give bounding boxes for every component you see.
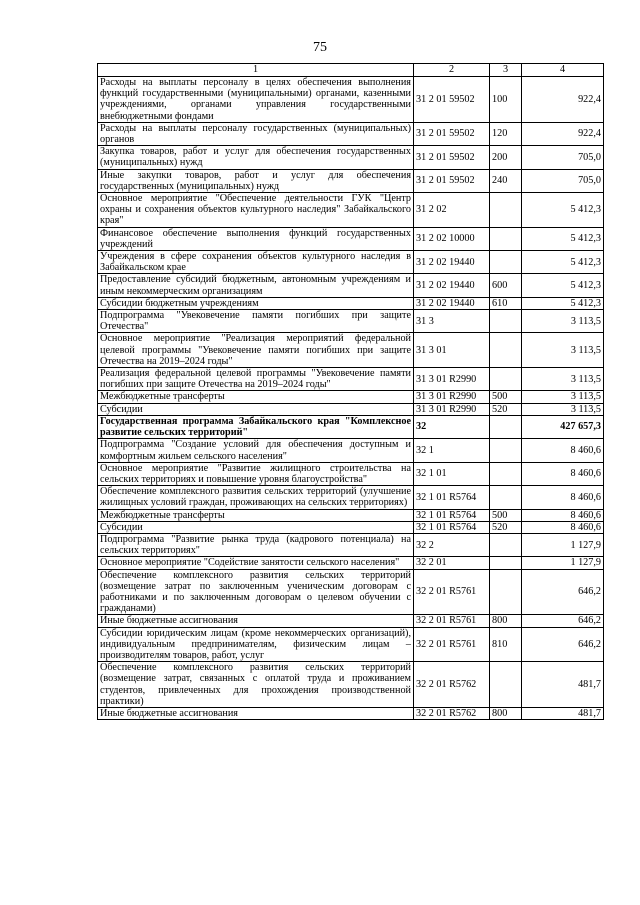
row-sum: 705,0: [522, 169, 604, 192]
row-name: Субсидии бюджетным учреждениям: [98, 297, 414, 309]
table-row: [98, 391, 604, 403]
row-sum: 646,2: [522, 569, 604, 615]
column-header-sum: 4: [522, 64, 604, 77]
row-name: Основное мероприятие "Реализация мероприятий федеральной целевой программы "Увековечение памяти погибших при защите Отечества на 2019–2024 годы": [98, 333, 414, 368]
row-kind: [490, 569, 522, 615]
row-sum: 3 113,5: [522, 310, 604, 333]
row-code: 32 2 01 R5761: [414, 627, 490, 662]
table-row: [98, 368, 604, 391]
row-sum: 481,7: [522, 707, 604, 719]
row-sum: 5 412,3: [522, 274, 604, 297]
row-name: Финансовое обеспечение выполнения функций государственных учреждений: [98, 227, 414, 250]
row-sum: 5 412,3: [522, 297, 604, 309]
row-name: Межбюджетные трансферты: [98, 391, 414, 403]
budget-table: [97, 63, 604, 720]
row-kind: [490, 227, 522, 250]
row-sum: 5 412,3: [522, 251, 604, 274]
row-code: 31 3 01: [414, 333, 490, 368]
row-sum: 3 113,5: [522, 403, 604, 415]
row-sum: 705,0: [522, 146, 604, 169]
row-code: 31 2 02 19440: [414, 251, 490, 274]
row-name: Субсидии юридическим лицам (кроме некоммерческих организаций), индивидуальным предпринимателям, физическим лицам – производителям товаров, работ, услуг: [98, 627, 414, 662]
row-code: 31 3 01 R2990: [414, 403, 490, 415]
row-code: 32 2 01 R5762: [414, 662, 490, 708]
row-sum: 481,7: [522, 662, 604, 708]
row-kind: 500: [490, 509, 522, 521]
row-code: 31 2 01 59502: [414, 77, 490, 123]
row-kind: [490, 462, 522, 485]
row-code: 31 2 02 19440: [414, 297, 490, 309]
row-kind: 120: [490, 122, 522, 145]
row-name: Государственная программа Забайкальского края "Комплексное развитие сельских территорий": [98, 415, 414, 438]
row-sum: 5 412,3: [522, 227, 604, 250]
row-code: 32 2 01 R5762: [414, 707, 490, 719]
row-name: Обеспечение комплексного развития сельских территорий (возмещение затрат, связанных с оплатой труда и проживанием студентов, привлеченных для прохождения производственной практики): [98, 662, 414, 708]
row-kind: 810: [490, 627, 522, 662]
row-name: Подпрограмма "Создание условий для обеспечения доступным и комфортным жильем сельского населения": [98, 439, 414, 462]
table-row: [98, 193, 604, 228]
row-sum: 1 127,9: [522, 533, 604, 556]
row-name: Основное мероприятие "Развитие жилищного строительства на сельских территориях и повышение уровня благоустройства": [98, 462, 414, 485]
table-row: [98, 627, 604, 662]
row-code: 32 1 01 R5764: [414, 509, 490, 521]
column-header-name: 1: [98, 64, 414, 77]
row-name: Основное мероприятие "Обеспечение деятельности ГУК "Центр охраны и сохранения объектов культурного наследия" Забайкальского края": [98, 193, 414, 228]
row-kind: 240: [490, 169, 522, 192]
row-code: 31 2 02: [414, 193, 490, 228]
table-row: [98, 146, 604, 169]
row-code: 31 2 01 59502: [414, 122, 490, 145]
row-code: 32 1 01: [414, 462, 490, 485]
table-row: [98, 462, 604, 485]
row-kind: 800: [490, 615, 522, 627]
row-sum: 8 460,6: [522, 509, 604, 521]
row-name: Расходы на выплаты персоналу государственных (муниципальных) органов: [98, 122, 414, 145]
row-code: 31 2 02 19440: [414, 274, 490, 297]
page-number: 75: [313, 40, 327, 55]
row-code: 31 2 01 59502: [414, 169, 490, 192]
row-code: 32 2 01: [414, 557, 490, 569]
row-sum: 8 460,6: [522, 462, 604, 485]
row-sum: 8 460,6: [522, 439, 604, 462]
row-kind: 500: [490, 391, 522, 403]
row-kind: [490, 368, 522, 391]
row-name: Реализация федеральной целевой программы "Увековечение памяти погибших при защите Отечества на 2019–2024 годы": [98, 368, 414, 391]
row-name: Предоставление субсидий бюджетным, автономным учреждениям и иным некоммерческим организациям: [98, 274, 414, 297]
row-sum: 646,2: [522, 627, 604, 662]
row-name: Закупка товаров, работ и услуг для обеспечения государственных (муниципальных) нужд: [98, 146, 414, 169]
row-kind: [490, 662, 522, 708]
row-sum: 1 127,9: [522, 557, 604, 569]
table-row: [98, 521, 604, 533]
row-name: Подпрограмма "Развитие рынка труда (кадрового потенциала) на сельских территориях": [98, 533, 414, 556]
row-kind: 520: [490, 403, 522, 415]
row-code: 32 2: [414, 533, 490, 556]
row-name: Иные бюджетные ассигнования: [98, 707, 414, 719]
table-row: [98, 486, 604, 509]
row-name: Обеспечение комплексного развития сельских территорий (улучшение жилищных условий граждан, проживающих на сельских территориях): [98, 486, 414, 509]
row-kind: [490, 333, 522, 368]
row-kind: 600: [490, 274, 522, 297]
row-kind: [490, 439, 522, 462]
row-name: Межбюджетные трансферты: [98, 509, 414, 521]
table-row: [98, 557, 604, 569]
table-row: [98, 662, 604, 708]
row-kind: [490, 310, 522, 333]
row-name: Субсидии: [98, 521, 414, 533]
column-header-code: 2: [414, 64, 490, 77]
row-kind: [490, 486, 522, 509]
table-body: [98, 64, 604, 720]
row-name: Расходы на выплаты персоналу в целях обеспечения выполнения функций государственными (муниципальными) органами, казенными учреждениями, органами управления государственными внебюджетными фондами: [98, 77, 414, 123]
table-row: [98, 169, 604, 192]
column-header-kind: 3: [490, 64, 522, 77]
table-row: [98, 251, 604, 274]
row-name: Субсидии: [98, 403, 414, 415]
table-row: [98, 707, 604, 719]
row-kind: 800: [490, 707, 522, 719]
table-row: [98, 122, 604, 145]
table-row: [98, 509, 604, 521]
table-row: [98, 403, 604, 415]
table-header-row: [98, 64, 604, 77]
row-code: 32 1 01 R5764: [414, 486, 490, 509]
row-kind: 610: [490, 297, 522, 309]
row-kind: [490, 415, 522, 438]
row-kind: [490, 193, 522, 228]
table-row: [98, 439, 604, 462]
row-kind: [490, 557, 522, 569]
row-sum: 8 460,6: [522, 521, 604, 533]
row-name: Обеспечение комплексного развития сельских территорий (возмещение затрат по заключенным ученическим договорам с работниками и по заключенным договорам о целевом обучении с гражданами): [98, 569, 414, 615]
table-row: [98, 615, 604, 627]
table-row: [98, 415, 604, 438]
row-sum: 922,4: [522, 122, 604, 145]
row-code: 32 1: [414, 439, 490, 462]
table-row: [98, 274, 604, 297]
table-row: [98, 77, 604, 123]
row-name: Иные закупки товаров, работ и услуг для обеспечения государственных (муниципальных) нужд: [98, 169, 414, 192]
row-code: 31 2 01 59502: [414, 146, 490, 169]
row-code: 32: [414, 415, 490, 438]
row-code: 31 3 01 R2990: [414, 391, 490, 403]
row-kind: 520: [490, 521, 522, 533]
table-row: [98, 333, 604, 368]
row-code: 31 3 01 R2990: [414, 368, 490, 391]
row-kind: [490, 251, 522, 274]
row-name: Основное мероприятие "Содействие занятости сельского населения": [98, 557, 414, 569]
table-row: [98, 310, 604, 333]
row-sum: 3 113,5: [522, 391, 604, 403]
row-sum: 922,4: [522, 77, 604, 123]
row-code: 32 2 01 R5761: [414, 615, 490, 627]
table-row: [98, 297, 604, 309]
row-name: Подпрограмма "Увековечение памяти погибших при защите Отечества": [98, 310, 414, 333]
table-row: [98, 227, 604, 250]
row-code: 31 3: [414, 310, 490, 333]
table-row: [98, 533, 604, 556]
row-code: 32 1 01 R5764: [414, 521, 490, 533]
row-code: 32 2 01 R5761: [414, 569, 490, 615]
row-sum: 427 657,3: [522, 415, 604, 438]
row-kind: 100: [490, 77, 522, 123]
row-name: Учреждения в сфере сохранения объектов культурного наследия в Забайкальском крае: [98, 251, 414, 274]
row-sum: 3 113,5: [522, 333, 604, 368]
row-name: Иные бюджетные ассигнования: [98, 615, 414, 627]
row-code: 31 2 02 10000: [414, 227, 490, 250]
row-kind: 200: [490, 146, 522, 169]
row-sum: 646,2: [522, 615, 604, 627]
row-sum: 8 460,6: [522, 486, 604, 509]
row-sum: 3 113,5: [522, 368, 604, 391]
row-sum: 5 412,3: [522, 193, 604, 228]
table-row: [98, 569, 604, 615]
row-kind: [490, 533, 522, 556]
